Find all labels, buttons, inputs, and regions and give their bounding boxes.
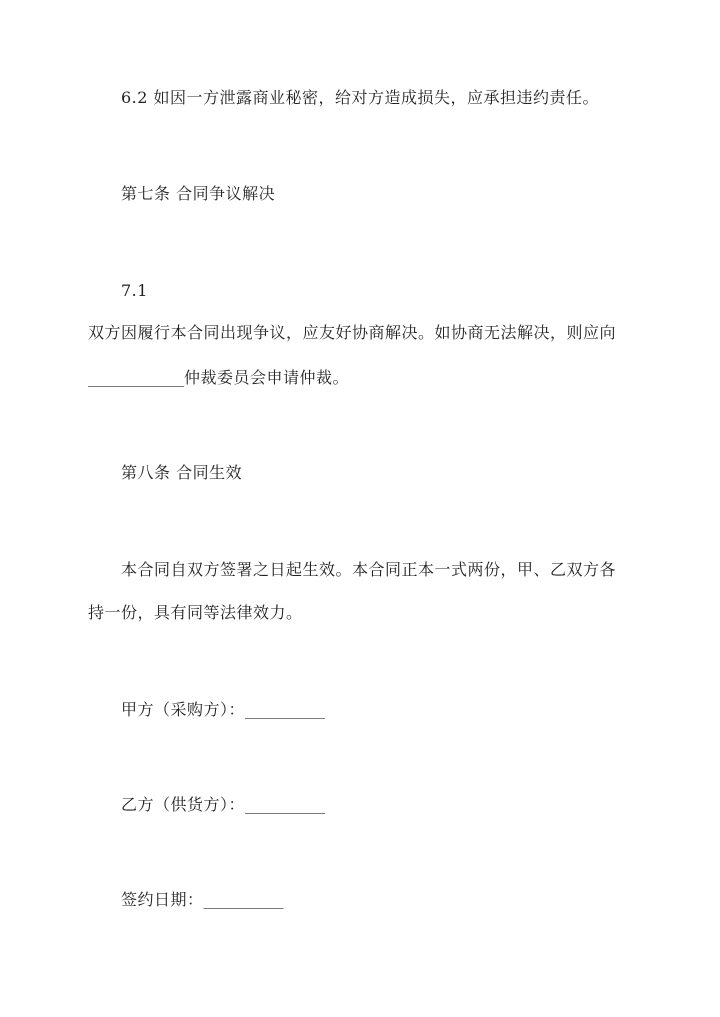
party-b-signature (121, 795, 325, 815)
article-8-heading: 第八条 合同生效 (121, 463, 243, 482)
article-7-heading: 第七条 合同争议解决 (121, 184, 276, 203)
party-a-signature (121, 700, 325, 720)
signing-date-label: 签约日期： (121, 890, 204, 909)
party-b-label: 乙方（供货方）： (121, 795, 246, 814)
article-8-text-line2: 持一份，具有同等法律效力。 (88, 603, 303, 622)
clause-6-2: 6.2 如因一方泄露商业秘密，给对方造成损失，应承担违约责任。 (121, 88, 600, 107)
clause-7-1-text-line2 (88, 368, 349, 388)
signing-date-blank: __________ (203, 890, 284, 909)
signing-date (121, 890, 284, 910)
party-b-blank: __________ (245, 795, 326, 814)
clause-7-1-number: 7.1 (121, 281, 148, 300)
party-a-label: 甲方（采购方）： (121, 700, 246, 719)
arbitration-committee-blank: ____________ (88, 368, 184, 387)
party-a-blank: __________ (245, 700, 326, 719)
clause-7-1-text-line2-rest: 仲裁委员会申请仲裁。 (184, 368, 350, 387)
clause-7-1-text-line1: 双方因履行本合同出现争议，应友好协商解决。如协商无法解决，则应向 (88, 323, 617, 342)
article-8-text-line1: 本合同自双方签署之日起生效。本合同正本一式两份，甲、乙双方各 (121, 560, 617, 579)
